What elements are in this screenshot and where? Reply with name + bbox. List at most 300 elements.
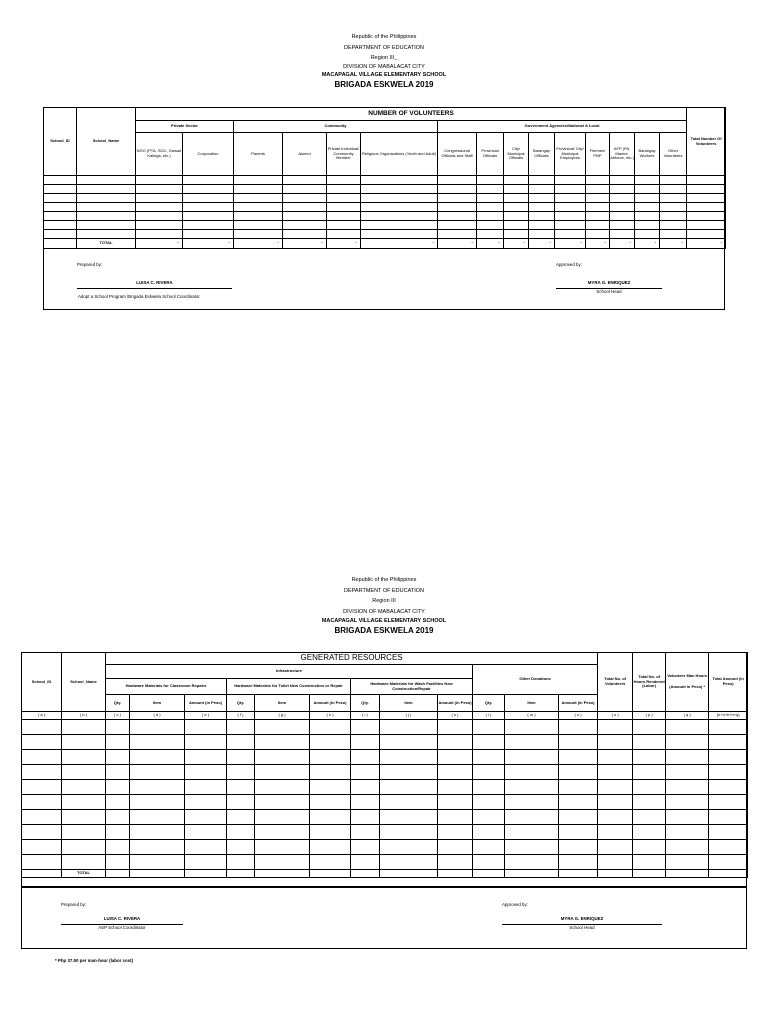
table-cell[interactable]	[505, 720, 559, 735]
table-cell[interactable]	[77, 230, 136, 239]
table-cell[interactable]	[505, 825, 559, 840]
table-cell[interactable]	[62, 765, 106, 780]
table-cell[interactable]	[310, 840, 351, 855]
table-cell[interactable]	[660, 221, 687, 230]
table-cell[interactable]	[709, 735, 748, 750]
table-cell[interactable]	[709, 765, 748, 780]
table-cell[interactable]	[504, 185, 529, 194]
table-cell[interactable]	[351, 825, 380, 840]
table-cell[interactable]	[185, 750, 227, 765]
table-cell[interactable]	[22, 795, 62, 810]
table-cell[interactable]	[380, 750, 438, 765]
table-cell[interactable]	[106, 765, 130, 780]
table-cell[interactable]	[438, 840, 473, 855]
table-cell[interactable]	[185, 780, 227, 795]
table-cell[interactable]	[529, 203, 555, 212]
table-cell[interactable]	[130, 780, 185, 795]
table-cell[interactable]	[559, 720, 598, 735]
table-cell[interactable]	[473, 840, 505, 855]
table-cell[interactable]	[438, 720, 473, 735]
table-cell[interactable]	[380, 780, 438, 795]
table-cell[interactable]	[380, 855, 438, 870]
table-cell[interactable]	[505, 735, 559, 750]
table-cell[interactable]	[586, 230, 610, 239]
table-cell[interactable]	[660, 203, 687, 212]
table-cell[interactable]	[687, 221, 726, 230]
table-cell[interactable]	[283, 185, 327, 194]
table-cell[interactable]	[327, 194, 361, 203]
table-cell[interactable]	[255, 825, 310, 840]
table-cell[interactable]	[660, 185, 687, 194]
table-cell[interactable]	[44, 185, 77, 194]
table-cell[interactable]	[438, 825, 473, 840]
table-cell[interactable]	[504, 212, 529, 221]
table-cell[interactable]	[136, 221, 183, 230]
table-cell[interactable]	[505, 780, 559, 795]
table-cell[interactable]	[438, 230, 477, 239]
table-cell[interactable]	[586, 203, 610, 212]
table-cell[interactable]	[504, 194, 529, 203]
table-cell[interactable]	[505, 765, 559, 780]
table-cell[interactable]	[351, 780, 380, 795]
table-cell[interactable]	[610, 194, 635, 203]
table-cell[interactable]	[559, 780, 598, 795]
table-cell[interactable]	[351, 795, 380, 810]
table-cell[interactable]	[255, 780, 310, 795]
table-cell[interactable]	[22, 825, 62, 840]
table-cell[interactable]	[310, 825, 351, 840]
table-cell[interactable]	[183, 212, 234, 221]
table-cell[interactable]	[136, 212, 183, 221]
table-cell[interactable]	[136, 176, 183, 185]
table-cell[interactable]	[77, 176, 136, 185]
table-cell[interactable]	[477, 176, 504, 185]
table-cell[interactable]	[130, 810, 185, 825]
table-cell[interactable]	[183, 185, 234, 194]
table-cell[interactable]	[44, 203, 77, 212]
table-cell[interactable]	[473, 795, 505, 810]
table-cell[interactable]	[598, 720, 633, 735]
table-cell[interactable]	[598, 750, 633, 765]
table-cell[interactable]	[633, 780, 666, 795]
table-cell[interactable]	[586, 185, 610, 194]
table-cell[interactable]	[709, 825, 748, 840]
table-cell[interactable]	[310, 810, 351, 825]
table-cell[interactable]	[635, 230, 660, 239]
table-cell[interactable]	[327, 230, 361, 239]
table-cell[interactable]	[586, 176, 610, 185]
table-cell[interactable]	[529, 185, 555, 194]
table-cell[interactable]	[351, 840, 380, 855]
table-cell[interactable]	[504, 230, 529, 239]
table-cell[interactable]	[633, 795, 666, 810]
table-cell[interactable]	[438, 855, 473, 870]
table-cell[interactable]	[136, 194, 183, 203]
table-cell[interactable]	[555, 230, 586, 239]
table-cell[interactable]	[310, 855, 351, 870]
table-cell[interactable]	[351, 735, 380, 750]
table-cell[interactable]	[666, 750, 709, 765]
table-cell[interactable]	[106, 810, 130, 825]
table-cell[interactable]	[666, 825, 709, 840]
table-cell[interactable]	[598, 795, 633, 810]
table-cell[interactable]	[709, 780, 748, 795]
table-cell[interactable]	[586, 221, 610, 230]
table-cell[interactable]	[361, 194, 438, 203]
table-cell[interactable]	[77, 203, 136, 212]
table-cell[interactable]	[106, 840, 130, 855]
table-cell[interactable]	[106, 855, 130, 870]
table-cell[interactable]	[310, 795, 351, 810]
table-cell[interactable]	[529, 176, 555, 185]
table-cell[interactable]	[555, 203, 586, 212]
table-cell[interactable]	[361, 221, 438, 230]
table-cell[interactable]	[438, 185, 477, 194]
table-cell[interactable]	[610, 212, 635, 221]
table-cell[interactable]	[22, 810, 62, 825]
table-cell[interactable]	[598, 765, 633, 780]
table-cell[interactable]	[185, 735, 227, 750]
table-cell[interactable]	[62, 810, 106, 825]
table-cell[interactable]	[633, 750, 666, 765]
table-cell[interactable]	[473, 825, 505, 840]
table-cell[interactable]	[234, 203, 283, 212]
table-cell[interactable]	[255, 810, 310, 825]
table-cell[interactable]	[610, 185, 635, 194]
table-cell[interactable]	[283, 221, 327, 230]
table-cell[interactable]	[660, 212, 687, 221]
table-cell[interactable]	[633, 765, 666, 780]
table-cell[interactable]	[687, 176, 726, 185]
table-cell[interactable]	[559, 840, 598, 855]
table-cell[interactable]	[62, 720, 106, 735]
table-cell[interactable]	[380, 765, 438, 780]
table-cell[interactable]	[234, 230, 283, 239]
table-cell[interactable]	[130, 825, 185, 840]
table-cell[interactable]	[687, 203, 726, 212]
table-cell[interactable]	[473, 810, 505, 825]
table-cell[interactable]	[185, 720, 227, 735]
table-cell[interactable]	[130, 765, 185, 780]
table-cell[interactable]	[635, 194, 660, 203]
table-cell[interactable]	[130, 735, 185, 750]
table-cell[interactable]	[477, 194, 504, 203]
table-cell[interactable]	[633, 735, 666, 750]
table-cell[interactable]	[44, 176, 77, 185]
table-cell[interactable]	[709, 840, 748, 855]
table-cell[interactable]	[185, 810, 227, 825]
table-cell[interactable]	[635, 212, 660, 221]
table-cell[interactable]	[709, 795, 748, 810]
table-cell[interactable]	[327, 176, 361, 185]
table-cell[interactable]	[227, 825, 255, 840]
table-cell[interactable]	[633, 840, 666, 855]
table-cell[interactable]	[660, 230, 687, 239]
table-cell[interactable]	[62, 855, 106, 870]
table-cell[interactable]	[234, 194, 283, 203]
table-cell[interactable]	[62, 735, 106, 750]
table-cell[interactable]	[598, 825, 633, 840]
table-cell[interactable]	[234, 221, 283, 230]
table-cell[interactable]	[283, 194, 327, 203]
table-cell[interactable]	[438, 810, 473, 825]
table-cell[interactable]	[438, 194, 477, 203]
table-cell[interactable]	[477, 221, 504, 230]
table-cell[interactable]	[438, 735, 473, 750]
table-cell[interactable]	[44, 212, 77, 221]
table-cell[interactable]	[227, 735, 255, 750]
table-cell[interactable]	[633, 720, 666, 735]
table-cell[interactable]	[555, 212, 586, 221]
table-cell[interactable]	[227, 795, 255, 810]
table-cell[interactable]	[598, 840, 633, 855]
table-cell[interactable]	[185, 795, 227, 810]
table-cell[interactable]	[44, 221, 77, 230]
table-cell[interactable]	[130, 795, 185, 810]
table-cell[interactable]	[438, 176, 477, 185]
table-cell[interactable]	[351, 855, 380, 870]
table-cell[interactable]	[380, 735, 438, 750]
table-cell[interactable]	[351, 765, 380, 780]
table-cell[interactable]	[106, 825, 130, 840]
table-cell[interactable]	[185, 765, 227, 780]
table-cell[interactable]	[106, 750, 130, 765]
table-cell[interactable]	[473, 855, 505, 870]
table-cell[interactable]	[185, 840, 227, 855]
table-cell[interactable]	[687, 212, 726, 221]
table-cell[interactable]	[361, 185, 438, 194]
table-cell[interactable]	[380, 795, 438, 810]
table-cell[interactable]	[380, 720, 438, 735]
table-cell[interactable]	[610, 221, 635, 230]
table-cell[interactable]	[635, 203, 660, 212]
table-cell[interactable]	[310, 735, 351, 750]
table-cell[interactable]	[255, 720, 310, 735]
table-cell[interactable]	[185, 855, 227, 870]
table-cell[interactable]	[255, 795, 310, 810]
table-cell[interactable]	[666, 735, 709, 750]
table-cell[interactable]	[227, 765, 255, 780]
table-cell[interactable]	[62, 750, 106, 765]
table-cell[interactable]	[477, 185, 504, 194]
table-cell[interactable]	[351, 720, 380, 735]
table-cell[interactable]	[477, 203, 504, 212]
table-cell[interactable]	[136, 185, 183, 194]
table-cell[interactable]	[660, 194, 687, 203]
table-cell[interactable]	[709, 720, 748, 735]
table-cell[interactable]	[610, 176, 635, 185]
table-cell[interactable]	[130, 840, 185, 855]
table-cell[interactable]	[555, 221, 586, 230]
table-cell[interactable]	[529, 212, 555, 221]
table-cell[interactable]	[473, 765, 505, 780]
table-cell[interactable]	[22, 720, 62, 735]
table-cell[interactable]	[559, 765, 598, 780]
table-cell[interactable]	[505, 810, 559, 825]
table-cell[interactable]	[586, 194, 610, 203]
table-cell[interactable]	[227, 750, 255, 765]
table-cell[interactable]	[310, 765, 351, 780]
table-cell[interactable]	[666, 780, 709, 795]
table-cell[interactable]	[666, 720, 709, 735]
table-cell[interactable]	[380, 840, 438, 855]
table-cell[interactable]	[77, 212, 136, 221]
table-cell[interactable]	[227, 720, 255, 735]
table-cell[interactable]	[44, 230, 77, 239]
table-cell[interactable]	[283, 230, 327, 239]
table-cell[interactable]	[234, 212, 283, 221]
table-cell[interactable]	[635, 176, 660, 185]
table-cell[interactable]	[227, 810, 255, 825]
table-cell[interactable]	[666, 840, 709, 855]
table-cell[interactable]	[380, 810, 438, 825]
table-cell[interactable]	[586, 212, 610, 221]
table-cell[interactable]	[559, 750, 598, 765]
table-cell[interactable]	[183, 203, 234, 212]
table-cell[interactable]	[438, 212, 477, 221]
table-cell[interactable]	[660, 176, 687, 185]
table-cell[interactable]	[22, 855, 62, 870]
table-cell[interactable]	[62, 780, 106, 795]
table-cell[interactable]	[106, 735, 130, 750]
table-cell[interactable]	[22, 735, 62, 750]
table-cell[interactable]	[529, 194, 555, 203]
table-cell[interactable]	[77, 185, 136, 194]
table-cell[interactable]	[22, 840, 62, 855]
table-cell[interactable]	[62, 795, 106, 810]
table-cell[interactable]	[473, 750, 505, 765]
table-cell[interactable]	[351, 810, 380, 825]
table-cell[interactable]	[438, 203, 477, 212]
table-cell[interactable]	[234, 185, 283, 194]
table-cell[interactable]	[505, 795, 559, 810]
table-cell[interactable]	[709, 810, 748, 825]
table-cell[interactable]	[183, 221, 234, 230]
table-cell[interactable]	[687, 230, 726, 239]
table-cell[interactable]	[709, 855, 748, 870]
table-cell[interactable]	[22, 750, 62, 765]
table-cell[interactable]	[555, 194, 586, 203]
table-cell[interactable]	[234, 176, 283, 185]
table-cell[interactable]	[351, 750, 380, 765]
table-cell[interactable]	[255, 840, 310, 855]
table-cell[interactable]	[504, 221, 529, 230]
table-cell[interactable]	[106, 795, 130, 810]
table-cell[interactable]	[327, 203, 361, 212]
table-cell[interactable]	[559, 810, 598, 825]
table-cell[interactable]	[477, 230, 504, 239]
table-cell[interactable]	[327, 221, 361, 230]
table-cell[interactable]	[438, 780, 473, 795]
table-cell[interactable]	[666, 855, 709, 870]
table-cell[interactable]	[555, 176, 586, 185]
table-cell[interactable]	[310, 780, 351, 795]
table-cell[interactable]	[227, 780, 255, 795]
table-cell[interactable]	[22, 765, 62, 780]
table-cell[interactable]	[598, 855, 633, 870]
table-cell[interactable]	[529, 221, 555, 230]
table-cell[interactable]	[227, 855, 255, 870]
table-cell[interactable]	[361, 230, 438, 239]
table-cell[interactable]	[555, 185, 586, 194]
table-cell[interactable]	[183, 176, 234, 185]
table-cell[interactable]	[22, 780, 62, 795]
table-cell[interactable]	[709, 750, 748, 765]
table-cell[interactable]	[310, 720, 351, 735]
table-cell[interactable]	[185, 825, 227, 840]
table-cell[interactable]	[438, 795, 473, 810]
table-cell[interactable]	[255, 855, 310, 870]
table-cell[interactable]	[136, 203, 183, 212]
table-cell[interactable]	[610, 203, 635, 212]
table-cell[interactable]	[666, 765, 709, 780]
table-cell[interactable]	[283, 176, 327, 185]
table-cell[interactable]	[633, 810, 666, 825]
table-cell[interactable]	[361, 203, 438, 212]
table-cell[interactable]	[255, 750, 310, 765]
table-cell[interactable]	[283, 203, 327, 212]
table-cell[interactable]	[666, 810, 709, 825]
table-cell[interactable]	[635, 221, 660, 230]
table-cell[interactable]	[598, 735, 633, 750]
table-cell[interactable]	[505, 750, 559, 765]
table-cell[interactable]	[687, 185, 726, 194]
table-cell[interactable]	[77, 221, 136, 230]
table-cell[interactable]	[62, 825, 106, 840]
table-cell[interactable]	[327, 185, 361, 194]
table-cell[interactable]	[227, 840, 255, 855]
table-cell[interactable]	[633, 825, 666, 840]
table-cell[interactable]	[438, 750, 473, 765]
table-cell[interactable]	[687, 194, 726, 203]
table-cell[interactable]	[106, 780, 130, 795]
table-cell[interactable]	[310, 750, 351, 765]
table-cell[interactable]	[559, 825, 598, 840]
table-cell[interactable]	[473, 720, 505, 735]
table-cell[interactable]	[559, 735, 598, 750]
table-cell[interactable]	[529, 230, 555, 239]
table-cell[interactable]	[255, 735, 310, 750]
table-cell[interactable]	[473, 735, 505, 750]
table-cell[interactable]	[130, 855, 185, 870]
table-cell[interactable]	[633, 855, 666, 870]
table-cell[interactable]	[438, 221, 477, 230]
table-cell[interactable]	[183, 230, 234, 239]
table-cell[interactable]	[130, 750, 185, 765]
table-cell[interactable]	[62, 840, 106, 855]
table-cell[interactable]	[504, 203, 529, 212]
table-cell[interactable]	[598, 780, 633, 795]
table-cell[interactable]	[477, 212, 504, 221]
table-cell[interactable]	[438, 765, 473, 780]
table-cell[interactable]	[130, 720, 185, 735]
table-cell[interactable]	[473, 780, 505, 795]
table-cell[interactable]	[380, 825, 438, 840]
table-cell[interactable]	[106, 720, 130, 735]
table-cell[interactable]	[505, 840, 559, 855]
table-cell[interactable]	[183, 194, 234, 203]
table-cell[interactable]	[610, 230, 635, 239]
table-cell[interactable]	[327, 212, 361, 221]
table-cell[interactable]	[635, 185, 660, 194]
table-cell[interactable]	[361, 176, 438, 185]
table-cell[interactable]	[77, 194, 136, 203]
table-cell[interactable]	[666, 795, 709, 810]
table-cell[interactable]	[255, 765, 310, 780]
table-cell[interactable]	[559, 795, 598, 810]
table-cell[interactable]	[504, 176, 529, 185]
table-cell[interactable]	[136, 230, 183, 239]
